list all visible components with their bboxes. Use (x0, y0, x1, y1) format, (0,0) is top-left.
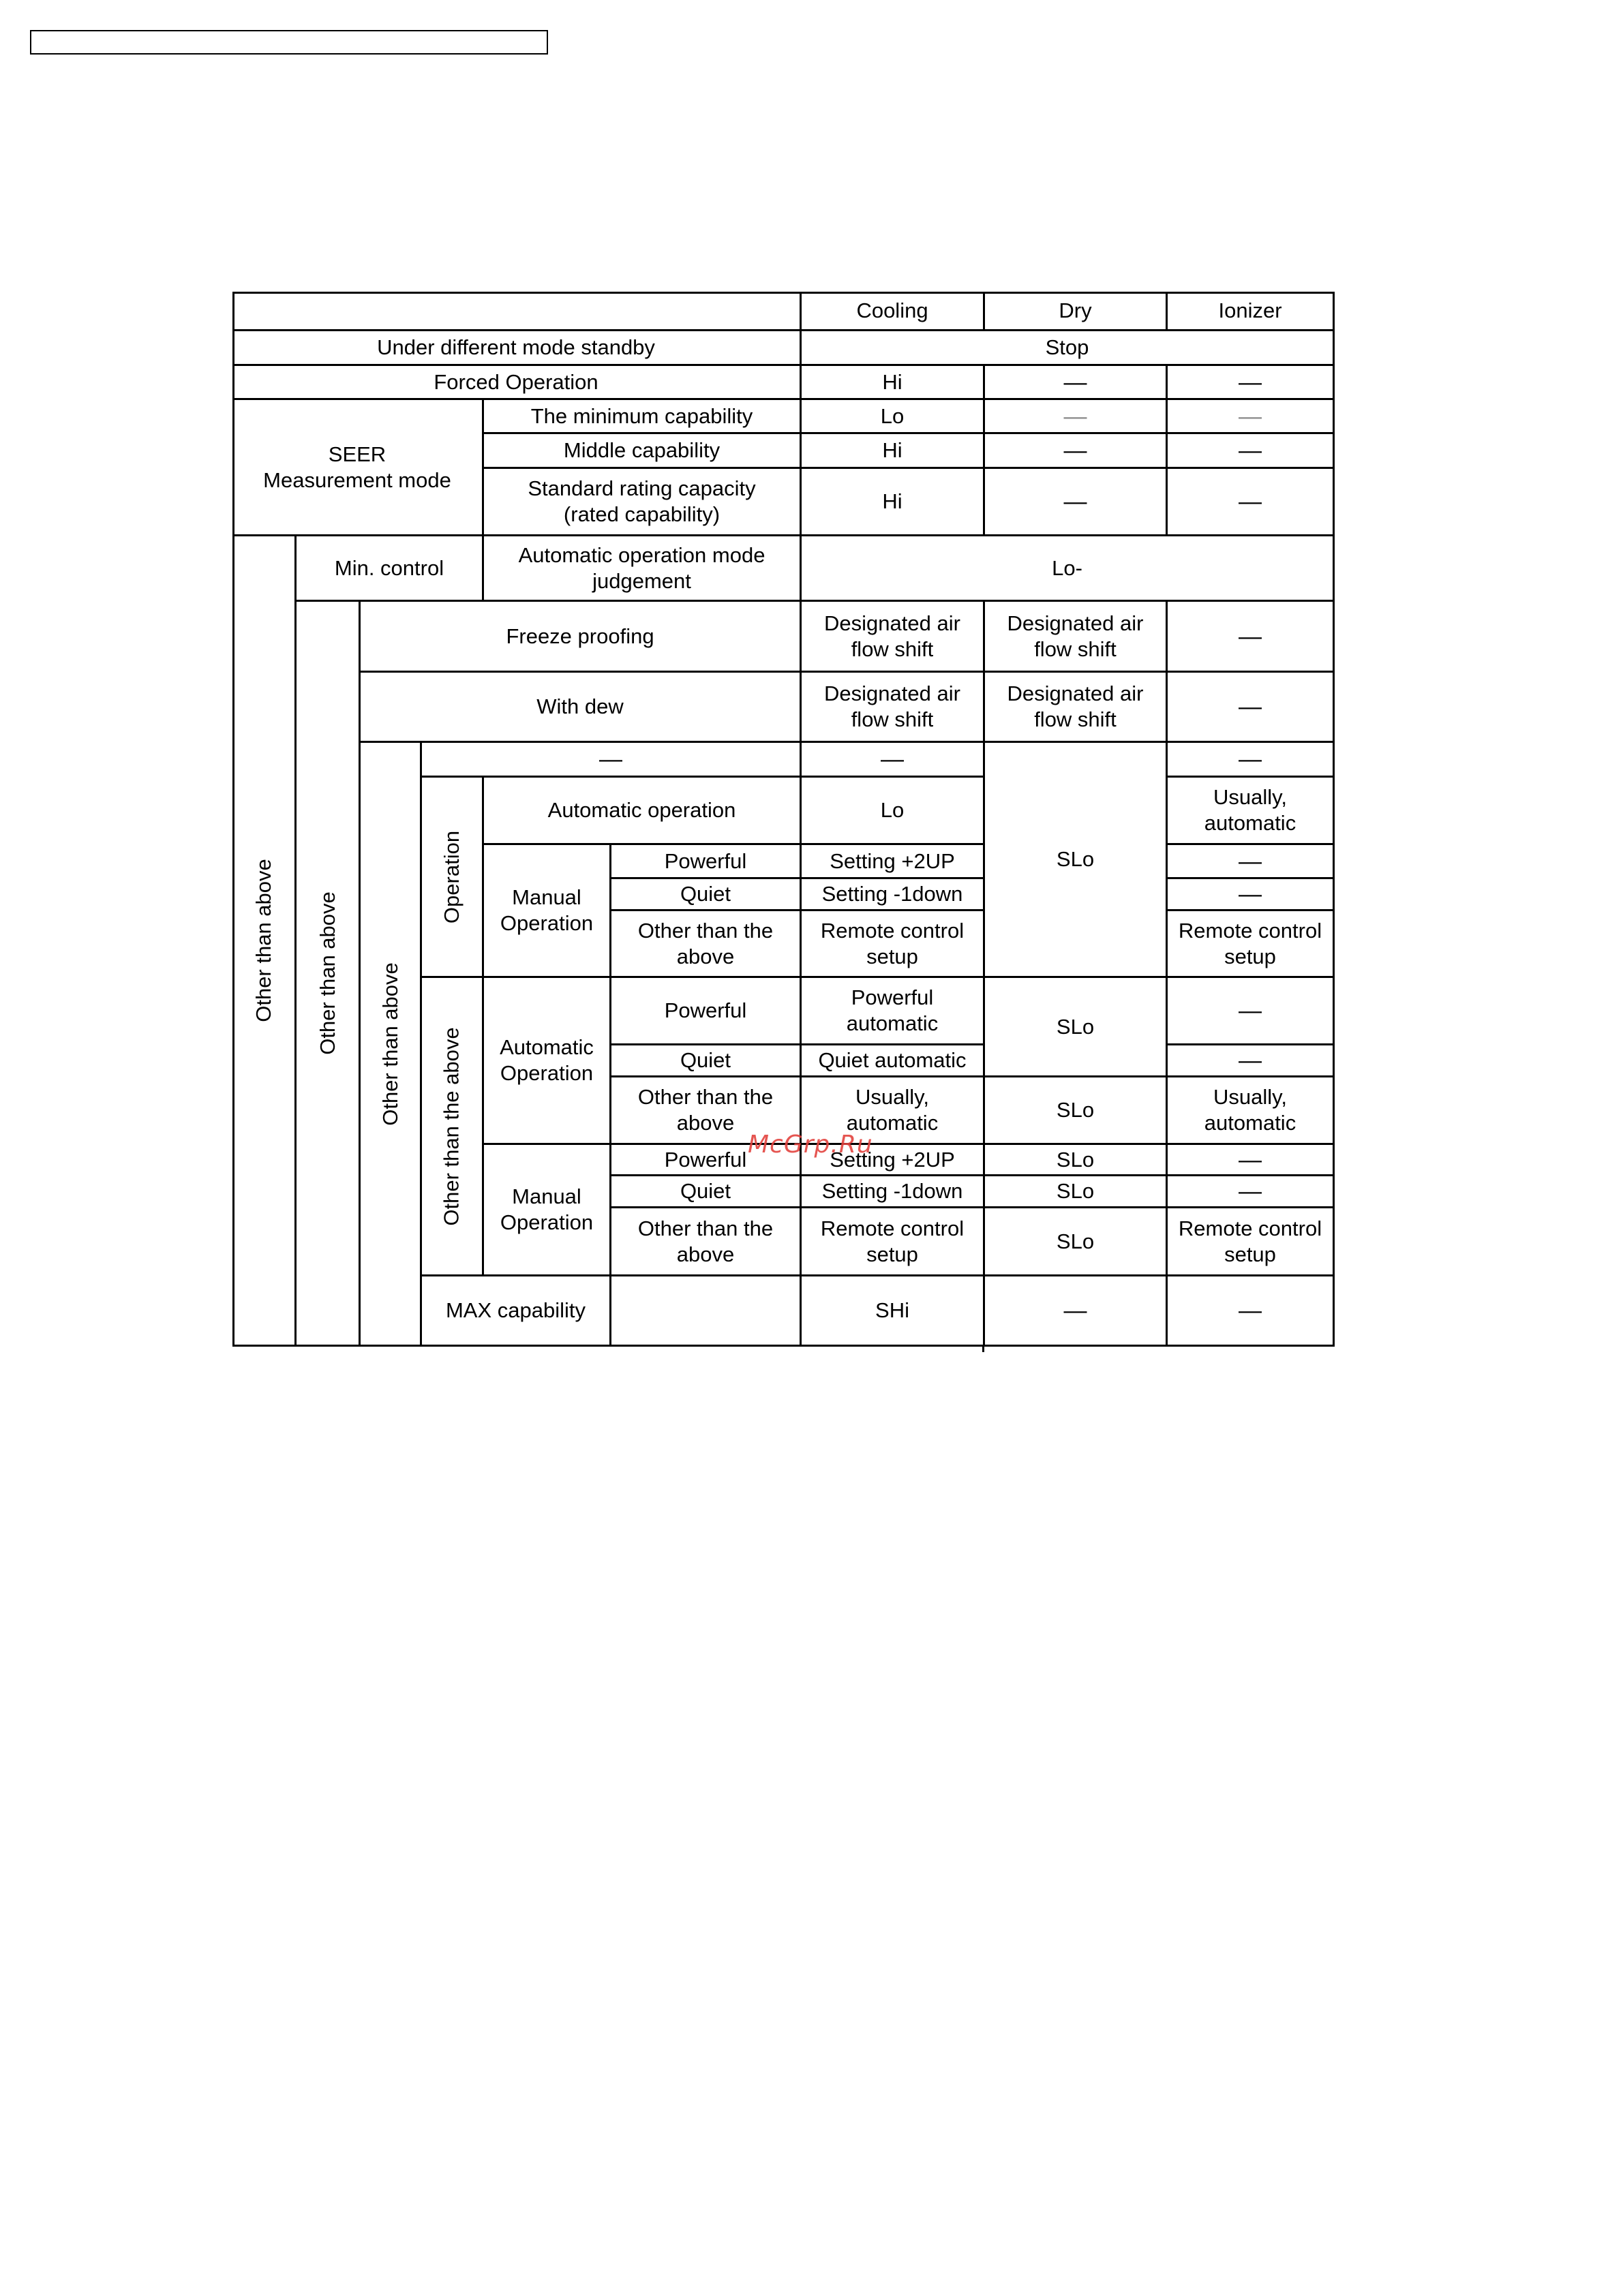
ot-auto-quiet-ionizer: — (1168, 1045, 1335, 1077)
op-auto-ionizer: Usually, automatic (1168, 778, 1335, 845)
ot-auto-other-dry: SLo (985, 1077, 1168, 1145)
forced-label: Forced Operation (232, 366, 802, 400)
seer-standard-cooling: Hi (802, 469, 985, 536)
freeze-ionizer: — (1168, 602, 1335, 673)
min-control-label: Min. control (297, 536, 484, 602)
ot-man-quiet-cooling: Setting -1down (802, 1176, 985, 1208)
header-dry: Dry (985, 292, 1168, 331)
op-quiet-cooling: Setting -1down (802, 879, 985, 911)
watermark: McGrp.Ru (748, 1131, 873, 1159)
seer-min-dry: — (985, 400, 1168, 434)
seer-min-label: The minimum capability (484, 400, 802, 434)
ot-man-other-label: Other than the above (611, 1208, 802, 1276)
dew-dry: Designated air flow shift (985, 673, 1168, 743)
seer-middle-ionizer: — (1168, 434, 1335, 469)
ot-man-quiet-label: Quiet (611, 1176, 802, 1208)
forced-dry: — (985, 366, 1168, 400)
dash-row-label: — (422, 743, 802, 778)
ot-man-powerful-cooling: Setting +2UP (802, 1145, 985, 1176)
max-cooling: SHi (802, 1276, 985, 1347)
op-quiet-label: Quiet (611, 879, 802, 911)
seer-label: SEER Measurement mode (232, 400, 484, 536)
header-box (30, 30, 548, 55)
ot-man-quiet-ionizer: — (1168, 1176, 1335, 1208)
op-powerful-cooling: Setting +2UP (802, 845, 985, 879)
ot-auto-other-ionizer: Usually, automatic (1168, 1077, 1335, 1145)
max-dry: — (985, 1276, 1168, 1347)
op-powerful-ionizer: — (1168, 845, 1335, 879)
dew-ionizer: — (1168, 673, 1335, 743)
seer-standard-ionizer: — (1168, 469, 1335, 536)
dew-cooling: Designated air flow shift (802, 673, 985, 743)
freeze-dry: Designated air flow shift (985, 602, 1168, 673)
other-third-text: Other than above (378, 962, 402, 1126)
max-empty (611, 1276, 802, 1347)
ot-man-powerful-label: Powerful (611, 1145, 802, 1176)
header-ionizer: Ionizer (1168, 292, 1335, 331)
other-second-text: Other than above (315, 891, 339, 1055)
operation-group-label (422, 778, 484, 978)
op-quiet-ionizer: — (1168, 879, 1335, 911)
header-cooling: Cooling (802, 292, 985, 331)
seer-standard-label: Standard rating capacity (rated capability) (484, 469, 802, 536)
ot-auto-quiet-cooling: Quiet automatic (802, 1045, 985, 1077)
ot-man-powerful-ionizer: — (1168, 1145, 1335, 1176)
ot-man-quiet-dry: SLo (985, 1176, 1168, 1208)
fan-speed-table (232, 292, 1335, 1347)
op-manual-label: Manual Operation (484, 845, 611, 978)
dash-row-ionizer: — (1168, 743, 1335, 778)
forced-ionizer: — (1168, 366, 1335, 400)
max-ionizer: — (1168, 1276, 1335, 1347)
min-control-sub: Automatic operation mode judgement (484, 536, 802, 602)
ot-auto-powerful-cooling: Powerful automatic (802, 978, 985, 1045)
operation-group-text: Operation (440, 830, 464, 923)
op-other-cooling: Remote control setup (802, 911, 985, 978)
min-control-value: Lo- (802, 536, 1335, 602)
op-other-label: Other than the above (611, 911, 802, 978)
other-than-group-label (422, 978, 484, 1276)
ot-auto-other-cooling: Usually, automatic (802, 1077, 985, 1145)
freeze-cooling: Designated air flow shift (802, 602, 985, 673)
seer-middle-cooling: Hi (802, 434, 985, 469)
max-label: MAX capability (422, 1276, 611, 1347)
freeze-label: Freeze proofing (361, 602, 802, 673)
other-than-group-text: Other than the above (440, 1026, 464, 1226)
ot-auto-dry-slo: SLo (985, 978, 1168, 1077)
dry-slo-upper: SLo (985, 743, 1168, 978)
seer-min-ionizer: — (1168, 400, 1335, 434)
forced-cooling: Hi (802, 366, 985, 400)
dew-label: With dew (361, 673, 802, 743)
seer-min-cooling: Lo (802, 400, 985, 434)
seer-middle-label: Middle capability (484, 434, 802, 469)
other-third-label (361, 743, 422, 1347)
ot-auto-label: Automatic Operation (484, 978, 611, 1145)
op-auto-label: Automatic operation (484, 778, 802, 845)
ot-man-other-ionizer: Remote control setup (1168, 1208, 1335, 1276)
stray-tick (982, 1345, 984, 1352)
header-corner (232, 292, 802, 331)
ot-auto-powerful-label: Powerful (611, 978, 802, 1045)
ot-man-other-dry: SLo (985, 1208, 1168, 1276)
other-outer-label (232, 536, 297, 1347)
ot-man-other-cooling: Remote control setup (802, 1208, 985, 1276)
op-powerful-label: Powerful (611, 845, 802, 879)
other-outer-text: Other than above (251, 859, 275, 1022)
standby-value: Stop (802, 331, 1335, 366)
op-auto-cooling: Lo (802, 778, 985, 845)
seer-standard-dry: — (985, 469, 1168, 536)
standby-label: Under different mode standby (232, 331, 802, 366)
ot-manual-label: Manual Operation (484, 1145, 611, 1276)
ot-auto-other-label: Other than the above (611, 1077, 802, 1145)
op-other-ionizer: Remote control setup (1168, 911, 1335, 978)
ot-auto-powerful-ionizer: — (1168, 978, 1335, 1045)
ot-auto-quiet-label: Quiet (611, 1045, 802, 1077)
other-second-label (297, 602, 361, 1347)
dash-row-cooling: — (802, 743, 985, 778)
ot-man-powerful-dry: SLo (985, 1145, 1168, 1176)
seer-middle-dry: — (985, 434, 1168, 469)
